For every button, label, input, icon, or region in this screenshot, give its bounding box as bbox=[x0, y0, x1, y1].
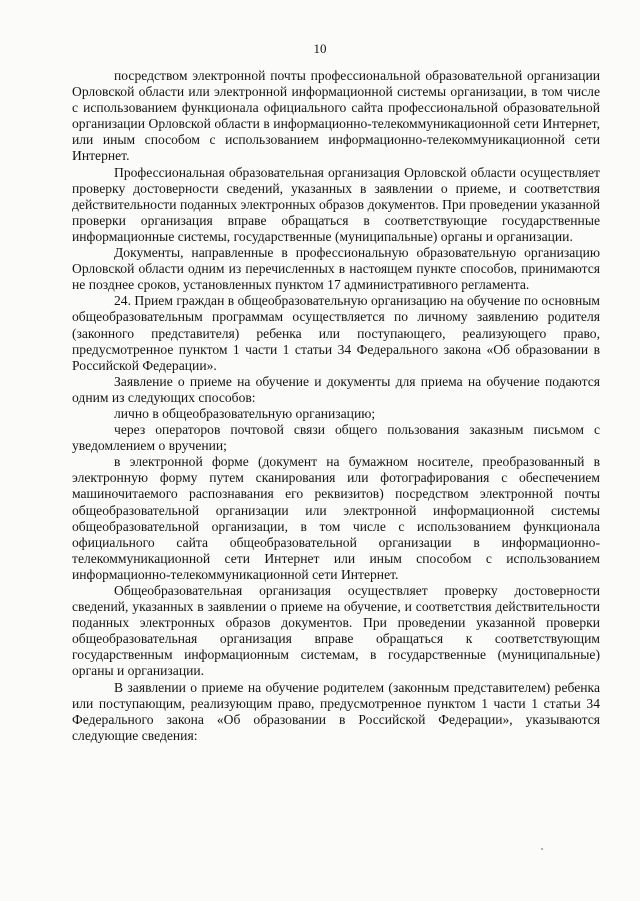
paragraph-application-details: В заявлении о приеме на обучение родителем (законным представителем) ребенка или поступающим, реализующим право, предусмотренное пунктом 1 части 1 статьи 34 Федерального закона «Об образовании в Российской Федерации», указываются следующие сведения: bbox=[72, 679, 600, 743]
paragraph-method-electronic: в электронной форме (документ на бумажном носителе, преобразованный в электронную форму путем сканирования или фотографирования с обеспечением машиночитаемого распознавания его реквизитов) посредством электронной почты общеобразовательной организации или электронной информационной системы общеобразовательной организации, в том числе с использованием функционала официального сайта общеобразовательной организации в информационно-телекоммуникационной сети Интернет или иным способом с использованием информационно-телекоммуникационной сети Интернет. bbox=[72, 454, 600, 582]
paragraph-documents-deadline: Документы, направленные в профессиональную образовательную организацию Орловской области одним из перечисленных в настоящем пункте способов, принимаются не позднее сроков, установленных пунктом 17 административного регламента. bbox=[72, 245, 600, 293]
page-number: 10 bbox=[313, 41, 327, 56]
paragraph-submission-methods-intro: Заявление о приеме на обучение и документы для приема на обучение подаются одним из следующих способов: bbox=[72, 373, 600, 405]
paragraph-email-submission: посредством электронной почты профессиональной образовательной организации Орловской области или электронной информационной системы организации, в том числе с использованием функционала официального сайта профессиональной образовательной организации Орловской области в информационно-телекоммуникационной сети Интернет, или иным способом с использованием информационно-телекоммуникационной сети Интернет. bbox=[72, 68, 600, 164]
paragraph-general-org-verification: Общеобразовательная организация осуществляет проверку достоверности сведений, указанных в заявлении о приеме на обучение, и соответствия действительности поданных электронных образов документов. При проведении указанной проверки общеобразовательная организация вправе обращаться к соответствующим государственным информационным системам, в государственные (муниципальные) органы и организации. bbox=[72, 583, 600, 679]
paragraph-method-post: через операторов почтовой связи общего пользования заказным письмом с уведомлением о вручении; bbox=[72, 422, 600, 454]
scan-speck bbox=[541, 848, 543, 850]
paragraph-professional-org-verification: Профессиональная образовательная организация Орловской области осуществляет проверку достоверности сведений, указанных в заявлении о приеме, и соответствия действительности поданных электронных образов документов. При проведении указанной проверки организация вправе обращаться в соответствующие государственные информационные системы, государственные (муниципальные) органы и организации. bbox=[72, 164, 600, 244]
document-body bbox=[72, 68, 600, 744]
paragraph-method-in-person: лично в общеобразовательную организацию; bbox=[114, 405, 376, 421]
paragraph-item-24: 24. Прием граждан в общеобразовательную организацию на обучение по основным общеобразовательным программам осуществляется по личному заявлению родителя (законного представителя) ребенка или поступающего, реализующего право, предусмотренное пунктом 1 части 1 статьи 34 Федерального закона «Об образовании в Российской Федерации». bbox=[72, 293, 600, 373]
